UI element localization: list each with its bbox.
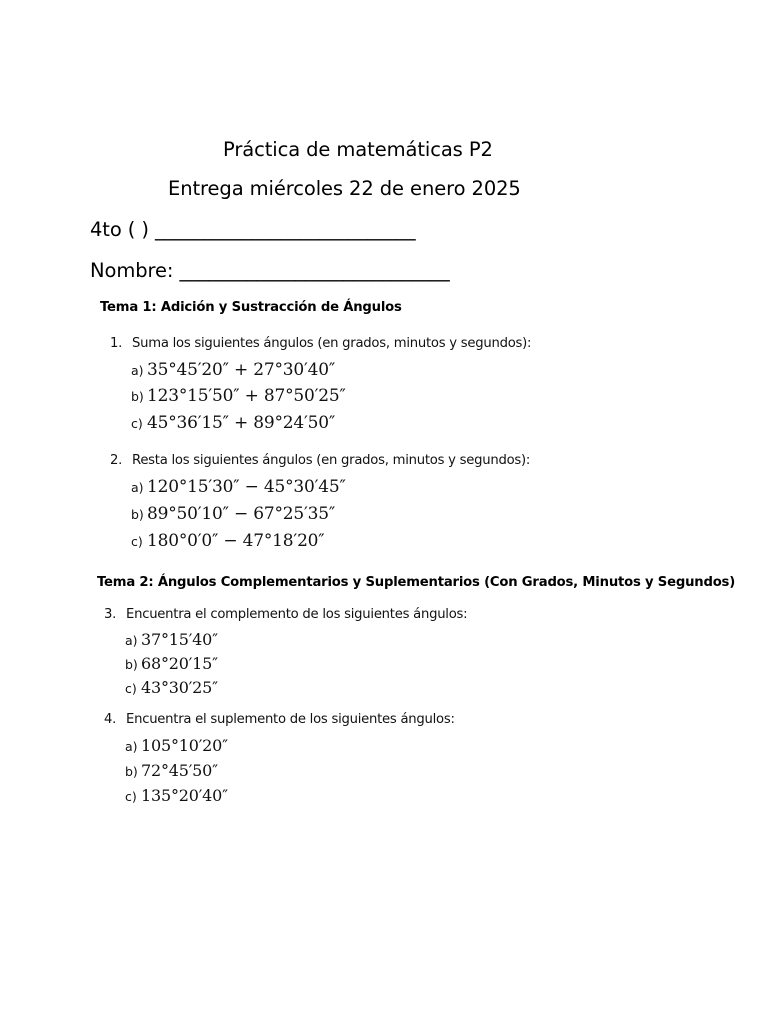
angle-expression: 89°50′10″ − 67°25′35″ [147, 504, 336, 524]
angle-expression: 43°30′25″ [141, 678, 218, 697]
item-letter: c) [125, 789, 137, 804]
question-text: Suma los siguientes ángulos (en grados, minutos y segundos): [132, 336, 532, 351]
angle-expression: 37°15′40″ [141, 630, 218, 649]
question-number: 3. [104, 607, 117, 622]
question-4-item-c [125, 786, 228, 805]
grade-field-line: 4to ( ) ___________________________ [90, 218, 416, 241]
item-letter: a) [131, 363, 144, 378]
angle-expression: 45°36′15″ + 89°24′50″ [147, 413, 336, 433]
question-text: Encuentra el complemento de los siguientes ángulos: [126, 607, 468, 622]
question-1 [110, 336, 531, 351]
topic-1-heading: Tema 1: Adición y Sustracción de Ángulos [100, 300, 402, 315]
question-1-item-a [131, 360, 335, 380]
delivery-date: Entrega miércoles 22 de enero 2025 [168, 177, 521, 200]
question-3-item-b [125, 654, 218, 673]
item-letter: c) [131, 416, 143, 431]
item-letter: b) [131, 389, 144, 404]
question-4-item-a [125, 736, 228, 755]
item-letter: c) [131, 534, 143, 549]
question-3 [104, 607, 467, 622]
question-1-item-b [131, 386, 346, 406]
question-1-item-c [131, 413, 335, 433]
question-text: Encuentra el suplemento de los siguientes ángulos: [126, 712, 455, 727]
question-number: 1. [110, 336, 123, 351]
angle-expression: 180°0′0″ − 47°18′20″ [147, 531, 325, 551]
item-letter: b) [125, 764, 138, 779]
angle-expression: 105°10′20″ [141, 736, 228, 755]
item-letter: c) [125, 681, 137, 696]
question-2-item-a [131, 477, 346, 497]
item-letter: b) [131, 507, 144, 522]
page-title: Práctica de matemáticas P2 [223, 138, 493, 161]
name-field-line: Nombre: ____________________________ [90, 259, 450, 282]
question-4-item-b [125, 761, 218, 780]
angle-expression: 135°20′40″ [141, 786, 228, 805]
question-4 [104, 712, 455, 727]
question-3-item-c [125, 678, 218, 697]
item-letter: a) [131, 480, 144, 495]
item-letter: b) [125, 657, 138, 672]
question-3-item-a [125, 630, 218, 649]
item-letter: a) [125, 739, 138, 754]
angle-expression: 123°15′50″ + 87°50′25″ [147, 386, 346, 406]
question-2-item-b [131, 504, 335, 524]
question-number: 4. [104, 712, 117, 727]
item-letter: a) [125, 633, 138, 648]
angle-expression: 72°45′50″ [141, 761, 218, 780]
question-2 [110, 453, 530, 468]
angle-expression: 120°15′30″ − 45°30′45″ [147, 477, 346, 497]
angle-expression: 35°45′20″ + 27°30′40″ [147, 360, 336, 380]
question-text: Resta los siguientes ángulos (en grados, minutos y segundos): [132, 453, 531, 468]
topic-2-heading: Tema 2: Ángulos Complementarios y Suplementarios (Con Grados, Minutos y Segundos) [97, 575, 736, 590]
question-number: 2. [110, 453, 123, 468]
angle-expression: 68°20′15″ [141, 654, 218, 673]
question-2-item-c [131, 531, 324, 551]
